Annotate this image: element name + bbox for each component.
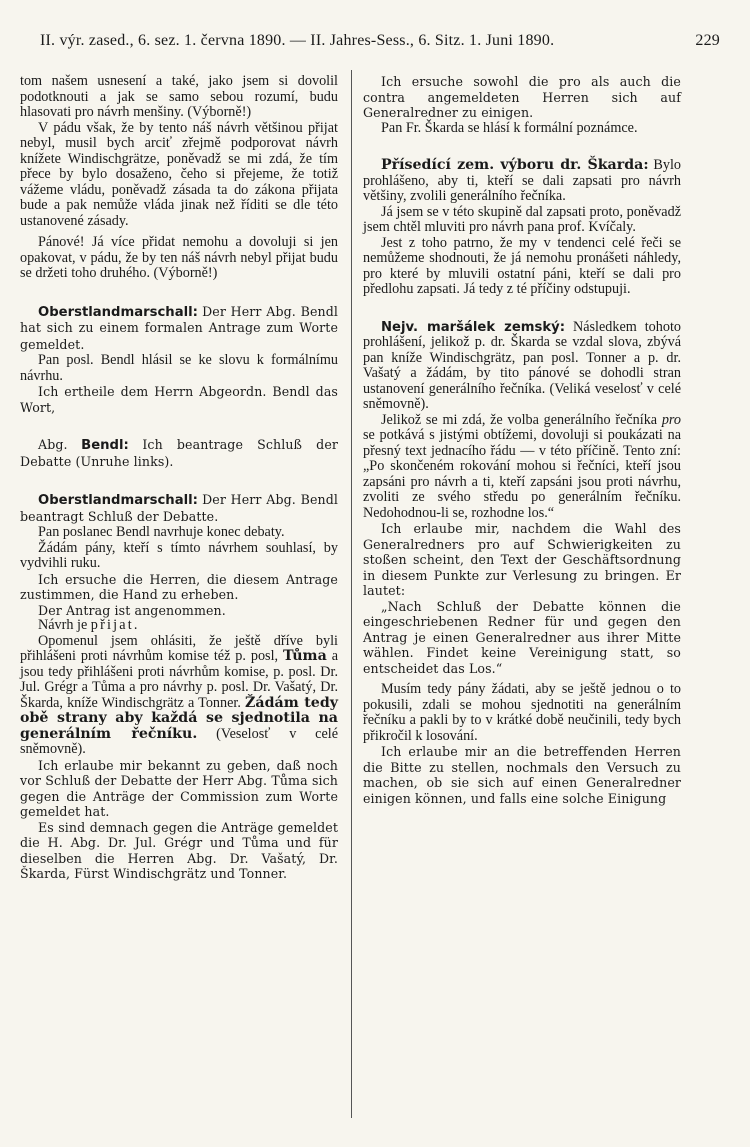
speaker-name: Oberstlandmarschall:: [38, 304, 198, 320]
speaker-prefix: Abg.: [38, 437, 68, 452]
paragraph: Pánové! Já více přidat nemohu a dovoluji si jen opakovat, v pádu, že by ten náš návrh nebyl přijat budu se držeti toho druhého. (Výborně!): [20, 234, 338, 281]
speaker-name: Oberstlandmarschall:: [38, 493, 198, 508]
quotation: „Nach Schluß der Debatte können die eingeschriebenen Redner für und gegen den Antrag je einen Generalredner aus ihrer Mitte wählen. Findet keine Vereinigung statt, so entscheidet das Los.“: [363, 598, 681, 676]
speaker-paragraph: [20, 492, 338, 525]
paragraph-text: Bylo prohlášeno, aby ti, kteří se dali zapsati pro návrh většiny, zvolili generálního řečníka.: [363, 157, 681, 204]
paragraph: tom našem usnesení a také, jakо jsem si dovolil podotknouti a jak se samo sebou rozumí, budu hlasovati pro návrh menšiny. (Výborně!): [20, 73, 338, 120]
paragraph: Jest z toho patrno, že my v tendenci celé řeči se nemůžeme shodnouti, že já nemohu pronášeti náhledy, pro které by mluvili ostatní páni, kteří se dali pro předlohu zapsati. Já tedy z té příčiny odstupuji.: [363, 234, 681, 297]
left-column: [20, 74, 338, 882]
page-header: [40, 32, 720, 50]
bold-text: Žádám tedy obě strany aby každá se sjednotila na generálním řečníku.: [20, 694, 338, 742]
paragraph-text: Opomenul jsem ohlásiti, že ještě dříve byli přihlášeni proti návrhům komise též p. posl,: [20, 632, 338, 664]
paragraph: [20, 634, 338, 758]
paragraph: Musím tedy pány žádati, aby se ještě jednou o to pokusili, zdali se mohou sjednotiti na generálním řečníku a pakli by to v krátké době neučinili, tedy bych přikročil k losování.: [363, 681, 681, 744]
paragraph: Ich erlaube mir bekannt zu geben, daß noch vor Schluß der Debatte der Herr Abg. Tůma sich gegen die Anträge der Commission zum Worte gemeldet hat.: [20, 757, 338, 819]
paragraph-text: Der Herr Abg. Bendl beantragt Schluß der Debatte.: [20, 492, 338, 524]
paragraph: Pan posl. Bendl hlásil se ke slovu k formálnímu návrhu.: [20, 352, 338, 384]
paragraph-text: Návrh je: [38, 617, 88, 633]
paragraph: Ich ertheile dem Herrn Abgeordn. Bendl das Wort,: [20, 384, 338, 415]
page-number: 229: [695, 32, 720, 49]
paragraph: Pan poslanec Bendl navrhuje konec debaty.: [38, 524, 285, 540]
speaker-paragraph: [20, 437, 338, 470]
paragraph: Ich erlaube mir, nachdem die Wahl des Generalredners pro auf Schwierigkeiten zu stoßen scheint, den Text der Geschäftsordnung in diesem Punkte zur Verlesung zu bringen. Er lautet:: [363, 521, 681, 598]
speaker-paragraph: [20, 304, 338, 354]
column-divider: [351, 70, 352, 1118]
paragraph: V pádu však, že by tento náš návrh většinou přijat nebyl, musil bych arciť zřejmě podporovat návrh knížete Windischgrätze, poněvadž se mi zdá, že tím přece by bylo dosaženo, čeho si přejeme, že totiž vážeme vládu, poněvadž zásada ta do zákona přijata bude a pak nemůže vláda jinak než říditi se dle této ustanovené zásady.: [20, 119, 338, 229]
running-head: II. výr. zased., 6. sez. 1. června 1890. — II. Jahres-Sess., 6. Sitz. 1. Juni 1890.: [40, 32, 555, 49]
paragraph-text: Ich beantrage Schluß der Debatte (Unruhe links).: [20, 437, 338, 469]
paragraph-text: a jsou tedy přihlášeni proti návrhům komise, p. posl. Dr. Jul. Grégr a Tůma a pro návrhy p. posl. Dr. Vašatý, Dr. Škarda, kníže Windischgrätz a Tonner.: [20, 648, 338, 711]
paragraph-text: Der Herr Abg. Bendl hat sich zu einem formalen Antrage zum Worte gemeldet.: [20, 303, 338, 352]
italic-word: pro: [661, 411, 682, 428]
speaker-name: Bendl:: [81, 438, 129, 453]
speaker-name: Přísedící zem. výboru dr. Škarda:: [381, 157, 649, 173]
paragraph: Pan Fr. Škarda se hlásí k formální poznámce.: [381, 119, 638, 136]
paragraph: [20, 618, 338, 634]
paragraph: Ich erlaube mir an die betreffenden Herren die Bitte zu stellen, nochmals den Versuch zu machen, ob sie sich auf einen Generalredner einigen können, und falls eine solche Einigung: [363, 744, 681, 806]
paragraph: Ich ersuche die Herren, die diesem Antrage zustimmen, die Hand zu erheben.: [20, 571, 338, 602]
paragraph: Já jsem se v této skupině dal zapsati proto, poněvadž jsem chtěl mluviti pro návrh pana prof. Kvíčaly.: [363, 203, 681, 235]
paragraph: Ich ersuche sowohl die pro als auch die contra angemeldeten Herren sich auf Generalredner zu einigen.: [363, 74, 681, 120]
paragraph: Es sind demnach gegen die Anträge gemeldet die H. Abg. Dr. Jul. Grégr und Tůma und für dieselben die Herren Abg. Dr. Vašatý, Dr. Škarda, Fürst Windischgrätz und Tonner.: [20, 819, 338, 881]
spaced-word: přijat.: [90, 617, 140, 633]
paragraph: Žádám pány, kteří s tímto návrhem souhlasí, by vydvihli ruku.: [20, 539, 338, 571]
right-column: [363, 74, 681, 806]
paragraph: Der Antrag ist angenommen.: [38, 602, 226, 618]
paragraph-text: (Veselosť v celé sněmovně).: [20, 725, 339, 757]
paragraph-text: Jelikož se mi zdá, že volba generálního řečníka: [381, 411, 658, 428]
bold-name: Tůma: [282, 648, 327, 664]
paragraph: [363, 413, 681, 522]
speaker-paragraph: [363, 320, 681, 413]
speaker-name: Nejv. maršálek zemský:: [381, 319, 565, 335]
paragraph-text: Následkem tohoto prohlášení, jelikož p. dr. Škarda se vzdal slova, zbývá pan kníže Windischgrätz, pan posl. Tonner a p. dr. Vašatý a žádám, by tito pánové se dohodli stran ustanovení generálního řečníka. (Veliká veselosť v celé sněmovně).: [363, 318, 681, 412]
speaker-paragraph: [363, 158, 681, 205]
paragraph-text: se potkává s jistými obtížemi, dovoluji si poukázati na přesný text jednacího řádu — v této příčině. Tento zní: „Po skončeném rokování mohou si řečníci, kteří jsou zapsáni pro návrh a ti, kteří zapsáni jsou proti návrhu, zvoliti ze svého středu po generálním řečníku. Nedohodnou-li se, rozhodne los.“: [363, 427, 681, 521]
